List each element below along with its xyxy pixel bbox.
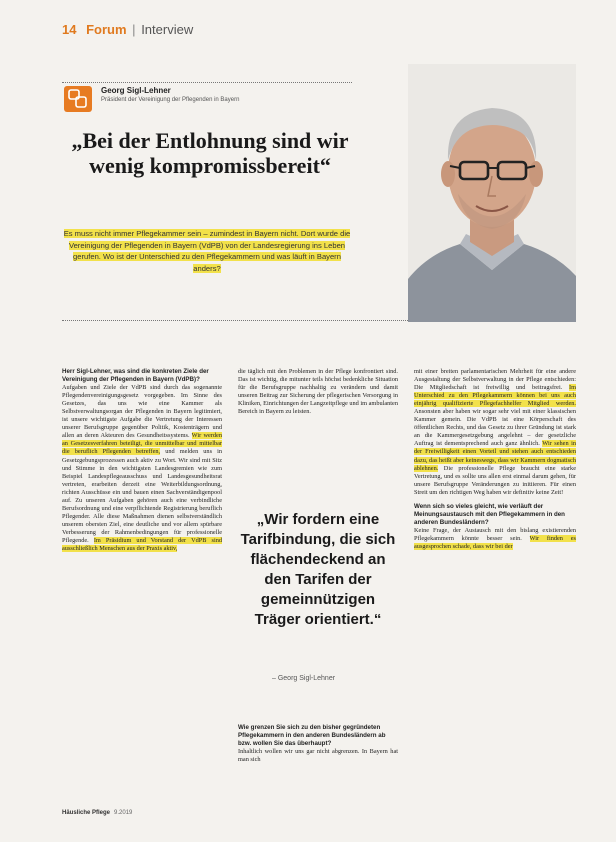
pull-quote-attribution: – Georg Sigl-Lehner xyxy=(272,675,336,682)
column-3 xyxy=(414,368,576,551)
answer-2: Inhaltlich wollen wir uns gar nicht abgrenzen. In Bayern hat man sich xyxy=(238,748,398,764)
section-label: Forum xyxy=(86,22,127,37)
issue-number: 9.2019 xyxy=(114,810,133,816)
question-2: Wie grenzen Sie sich zu den bisher gegründeten Pflegekammern in den anderen Bundesländern ab bzw. wollen Sie das überhaupt? xyxy=(238,724,386,748)
header-separator: | xyxy=(132,22,136,37)
col3-part-a: mit einer breiten parlamentarischen Mehrheit für eine andere Ausgestaltung der Selbstverwaltung in der Pflege entschieden: Die Mitgliedschaft ist freiwillig und beitragsfrei. xyxy=(414,368,576,392)
answer-1-highlight-a: Wir werden an Gesetzesverfahren beteiligt, die unmittelbar und mittelbar die beruflich Pflegenden betreffen, xyxy=(62,432,222,456)
author-name: Georg Sigl-Lehner xyxy=(101,86,171,95)
vdpb-logo-icon xyxy=(64,86,92,112)
top-divider xyxy=(62,82,352,83)
answer-1-highlight-b: Im Präsidium und Vorstand der VdPB sind ausschließlich Menschen aus der Praxis aktiv, xyxy=(62,536,223,553)
column-2 xyxy=(238,368,398,416)
col3-part-b: Ansonsten aber haben wir sogar sehr viel mit einer klassischen Kammer gemein. Die VdPB ist eine Körperschaft des öffentlichen Rechts, und das Gesetz zu ihrer Gründung ist stark an die Kammergesetzgebung angelehnt – der gesetzliche Auftrag ist dementsprechend auch ganz ähnlich. xyxy=(414,408,576,448)
question-1: Herr Sigl-Lehner, was sind die konkreten Ziele der Vereinigung der Pflegenden in Bayern (VdPB)? xyxy=(62,368,209,384)
page-footer xyxy=(62,810,132,816)
column-1 xyxy=(62,368,222,553)
answer-3 xyxy=(414,527,576,551)
column-3-text xyxy=(414,368,576,497)
answer-1-part-a: Aufgaben und Ziele der VdPB sind durch das sogenannte Pflegendenvereinigungsgesetz vorgegeben. Im Sinne des Gesetzes, das uns wie eine Kammer als Selbstverwaltungsorgan der Pflegenden in Bayern legitimiert, ist unsere wichtigste Aufgabe die Vertretung der Interessen unserer Berufsgruppe gegenüber Politik, Kostenträgern und allen an deren Akteuren des Gesundheitssystems. xyxy=(62,384,222,440)
pull-quote: „Wir fordern eine Tarifbindung, die sich flächendeckend an den Tarifen der gemeinnützigen Träger orientiert.“ xyxy=(240,511,396,628)
question-3: Wenn sich so vieles gleicht, wie verläuft der Meinungsaustausch mit den Pflegekammern in den anderen Bundesländern? xyxy=(414,502,565,526)
portrait-photo xyxy=(408,64,576,322)
column-2-lower xyxy=(238,724,398,764)
answer-1-part-b: und melden uns in Gesetzgebungsprozessen auch aktiv zu Wort. Wir sind mit Sitz und Stimme in den wichtigsten Landesgremien wie zum Beispiel Landespflegeausschuss und Landesgesundheitsrat vertreten, erarbeiten derzeit eine Weiterbildungsordnung, richten Ausschüsse ein und bauen einen Sachverständigenpool auf. Zu unseren Aufgaben gehören auch eine verbindliche Berufsordnung und eine verpflichtende Registrierung beruflich Pflegender. Alle diese Maßnahmen dienen selbstverständlich unserem obersten Ziel, eine deutliche und vor allem spürbare Verbesserung der Rahmenbedingungen für professionelle Pflegende. xyxy=(62,448,222,544)
col3-highlight-b: Wir sehen in der Freiwilligkeit einen Vorteil und stehen auch entschieden dazu, das heißt aber keineswegs, dass wir Kammern dogmatisch ablehnen. xyxy=(414,440,576,472)
page-header xyxy=(62,22,193,37)
intro-highlight: Es muss nicht immer Pflegekammer sein – zumindest in Bayern nicht. Dort wurde die Vereinigung der Pflegenden in Bayern (VdPB) von der Landesregierung ins Leben gerufen. Wo ist der Unterschied zu den Pflegekammern und was läuft in Bayern anders? xyxy=(63,229,351,273)
answer-1 xyxy=(62,384,222,553)
column-2-text: die täglich mit den Problemen in der Pflege konfrontiert sind. Das ist wichtig, die mitunter teils höchst bedenkliche Situation für die Berufsgruppe nachhaltig zu verändern und damit unseren Beitrag zur Sicherung der pflegerischen Versorgung in Kliniken, Einrichtungen der Langzeitpflege und im ambulanten Bereich in Bayern zu leisten. xyxy=(238,368,398,416)
answer-3-text: Keine Frage, der Austausch mit den bislang existierenden Pflegekammern könnte besser sein. xyxy=(414,526,576,542)
col3-part-c: Die professionelle Pflege braucht eine starke Vertretung, und es sollte uns allen erst einmal darum gehen, für unsere Berufsgruppe Veränderungen zu initiieren. Für einen Streit um den richtigen Weg haben wir definitiv keine Zeit! xyxy=(414,464,576,496)
magazine-name: Häusliche Pflege xyxy=(62,810,111,816)
intro-text xyxy=(62,228,352,274)
page-number: 14 xyxy=(62,22,77,37)
subsection-label: Interview xyxy=(141,22,194,37)
author-role: Präsident der Vereinigung der Pflegenden in Bayern xyxy=(101,97,240,103)
col3-highlight-a: Im Unterschied zu den Pflegekammern können bei uns auch einjährig qualifizierte Pflegefachhelfer Mitglied werden. xyxy=(414,384,576,408)
headline: „Bei der Entlohnung sind wir wenig kompromissbereit“ xyxy=(71,128,349,178)
answer-3-highlight: Wir finden es ausgesprochen schade, dass wir bei der xyxy=(414,534,576,550)
